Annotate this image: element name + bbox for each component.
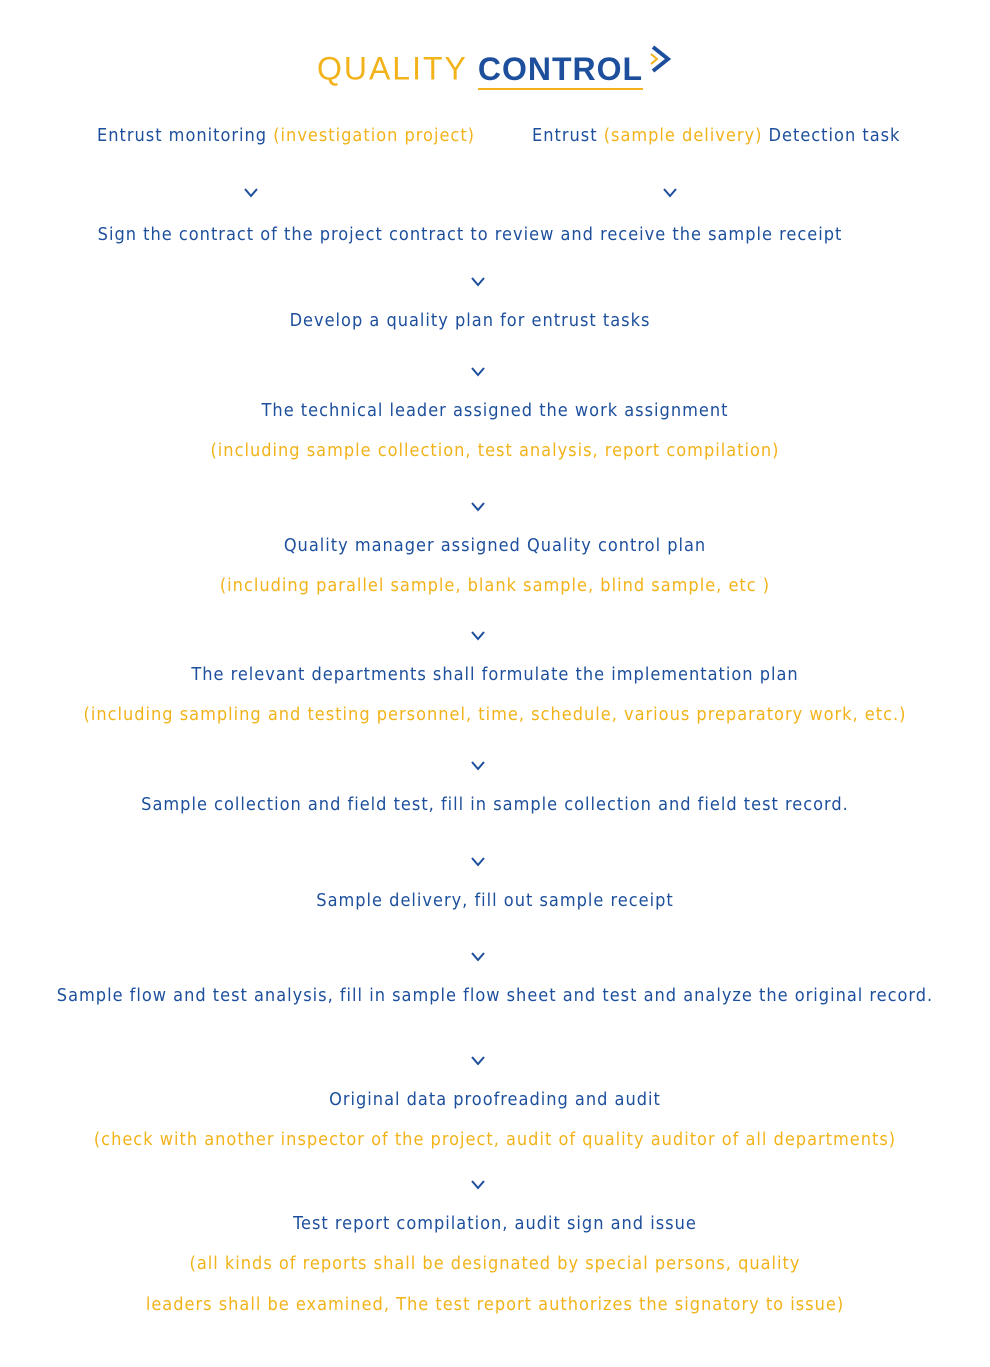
- title-control: CONTROL: [478, 46, 643, 92]
- chevron-down-icon: [470, 366, 486, 378]
- step-1: Sign the contract of the project contract to review and receive the sample receipt: [97, 224, 843, 245]
- entry-right-prefix: Entrust: [532, 125, 604, 146]
- page-title: [0, 44, 990, 90]
- step-4: Quality manager assigned Quality control plan: [283, 535, 707, 556]
- step-6: Sample collection and field test, fill in sample collection and field test record.: [141, 794, 849, 815]
- step-2: Develop a quality plan for entrust tasks: [289, 310, 651, 331]
- step-9-note: (check with another inspector of the project, audit of quality auditor of all departments): [93, 1129, 897, 1150]
- chevron-right-icon: [649, 44, 673, 93]
- chevron-down-icon: [470, 856, 486, 868]
- title-quality: QUALITY: [316, 50, 468, 87]
- step-7: Sample delivery, fill out sample receipt: [316, 890, 674, 911]
- chevron-down-icon: [470, 276, 486, 288]
- entry-left-prefix: Entrust monitoring: [97, 125, 274, 146]
- step-3-note: (including sample collection, test analysis, report compilation): [210, 440, 780, 461]
- chevron-down-icon: [470, 1055, 486, 1067]
- step-4-note: (including parallel sample, blank sample, blind sample, etc ): [219, 575, 771, 596]
- step-10: Test report compilation, audit sign and issue: [293, 1213, 697, 1234]
- entry-left: [97, 124, 475, 148]
- entry-right-highlight: (sample delivery): [603, 125, 763, 146]
- step-10-note: (all kinds of reports shall be designated by special persons, quality: [189, 1253, 801, 1274]
- chevron-down-icon: [243, 187, 259, 199]
- step-8: Sample flow and test analysis, fill in sample flow sheet and test and analyze the original record.: [56, 985, 934, 1006]
- chevron-down-icon: [470, 760, 486, 772]
- step-9: Original data proofreading and audit: [329, 1089, 661, 1110]
- chevron-down-icon: [470, 951, 486, 963]
- entry-left-highlight: (investigation project): [273, 125, 475, 146]
- step-10-note-2: leaders shall be examined, The test report authorizes the signatory to issue): [145, 1294, 845, 1315]
- step-3: The technical leader assigned the work assignment: [261, 400, 729, 421]
- step-5-note: (including sampling and testing personnel, time, schedule, various preparatory work, etc.): [83, 704, 907, 725]
- chevron-down-icon: [470, 501, 486, 513]
- step-5: The relevant departments shall formulate the implementation plan: [191, 664, 799, 685]
- chevron-down-icon: [470, 1179, 486, 1191]
- entry-right-suffix: Detection task: [762, 125, 901, 146]
- chevron-down-icon: [662, 187, 678, 199]
- entry-right: [532, 124, 900, 148]
- chevron-down-icon: [470, 630, 486, 642]
